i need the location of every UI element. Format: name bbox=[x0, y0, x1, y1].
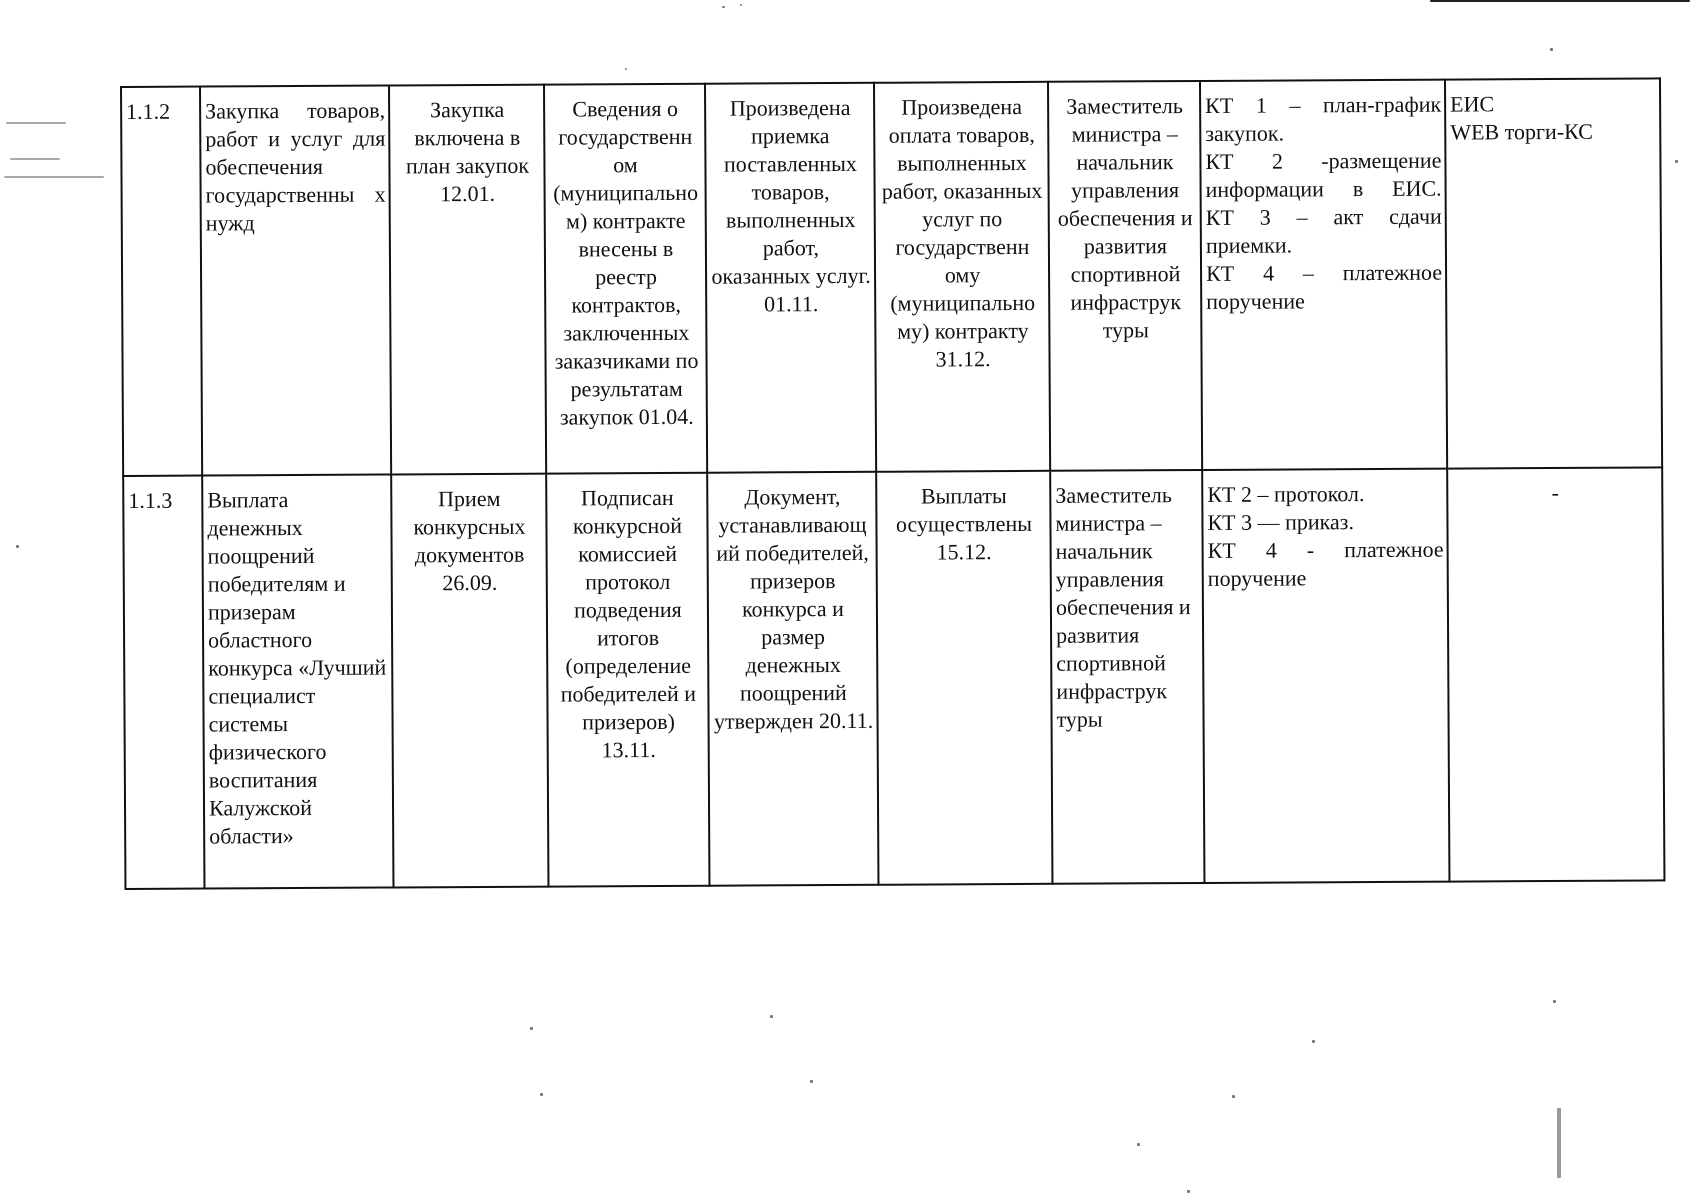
control-documents bbox=[1202, 469, 1449, 883]
scan-speck bbox=[16, 545, 19, 548]
control-point-1: Прием конкурсных документов 26.09. bbox=[391, 474, 548, 888]
responsible-person: Заместитель министра – начальник управления обеспечения и развития спортивной инфраструк туры bbox=[1050, 470, 1204, 884]
scan-speck bbox=[722, 6, 725, 8]
scan-speck bbox=[6, 122, 66, 124]
control-document-line: КТ 4 - платежное поручение bbox=[1207, 536, 1444, 591]
control-point-2: Подписан конкурсной комиссией протокол подведения итогов (определение победителей и призеров) 13.11. bbox=[546, 473, 709, 887]
system-line: WEB торги-КС bbox=[1450, 118, 1593, 145]
control-document-line: КТ 2 -размещение информации в ЕИС. bbox=[1205, 147, 1442, 202]
control-point-3: Документ, устанавливающ ий победителей, призеров конкурса и размер денежных поощрений утвержден 20.11. bbox=[707, 472, 878, 886]
control-document-line: КТ 4 – платежное поручение bbox=[1205, 259, 1443, 314]
event-name: Выплата денежных поощрений победителям и призерам областного конкурса «Лучший специалист системы физического воспитания Калужской области» bbox=[202, 474, 393, 888]
control-point-4: Произведена оплата товаров, выполненных работ, оказанных услуг по государственн ому (муниципально му) контракту 31.12. bbox=[874, 82, 1050, 472]
information-system bbox=[1447, 467, 1664, 881]
scan-speck bbox=[1553, 1000, 1556, 1003]
control-points-table bbox=[120, 77, 1665, 890]
control-document-line: КТ 3 — приказ. bbox=[1207, 509, 1355, 535]
control-document-line: КТ 2 – протокол. bbox=[1207, 481, 1365, 507]
scan-speck bbox=[625, 68, 627, 70]
row-number: 1.1.2 bbox=[121, 87, 202, 476]
system-line: - bbox=[1551, 479, 1560, 506]
control-point-2: Сведения о государственн ом (муниципально м) контракте внесены в реестр контрактов, заключенных заказчиками по результатам закупок 01.04. bbox=[544, 84, 707, 474]
row-number: 1.1.3 bbox=[123, 476, 204, 889]
scan-speck bbox=[740, 4, 742, 6]
event-name: Закупка товаров, работ и услуг для обеспечения государственны х нужд bbox=[200, 85, 391, 475]
control-point-3: Произведена приемка поставленных товаров, выполненных работ, оказанных услуг. 01.11. bbox=[705, 83, 876, 473]
table-row bbox=[123, 467, 1664, 889]
scan-speck bbox=[4, 176, 104, 178]
scan-speck bbox=[810, 1080, 813, 1083]
scan-speck bbox=[1430, 0, 1690, 2]
information-system bbox=[1445, 78, 1662, 468]
scan-speck bbox=[1312, 1040, 1315, 1043]
control-point-1: Закупка включена в план закупок 12.01. bbox=[389, 85, 546, 475]
scan-speck bbox=[1557, 1108, 1561, 1178]
scan-speck bbox=[770, 1015, 773, 1018]
control-point-4: Выплаты осуществлены 15.12. bbox=[876, 471, 1052, 885]
control-document-line: КТ 1 – план-график закупок. bbox=[1205, 91, 1442, 146]
system-line: ЕИС bbox=[1450, 91, 1495, 117]
control-document-line: КТ 3 – акт сдачи приемки. bbox=[1205, 203, 1442, 258]
scan-speck bbox=[10, 158, 60, 160]
control-documents bbox=[1200, 80, 1447, 470]
scan-speck bbox=[1232, 1095, 1235, 1098]
scan-speck bbox=[1137, 1143, 1140, 1146]
responsible-person: Заместитель министра – начальник управления обеспечения и развития спортивной инфраструк туры bbox=[1048, 81, 1202, 471]
scan-speck bbox=[1675, 160, 1678, 163]
scan-speck bbox=[530, 1027, 533, 1030]
table-row bbox=[121, 78, 1662, 476]
scan-speck bbox=[1550, 48, 1553, 51]
scan-speck bbox=[540, 1093, 543, 1096]
scan-speck bbox=[1187, 1190, 1190, 1193]
